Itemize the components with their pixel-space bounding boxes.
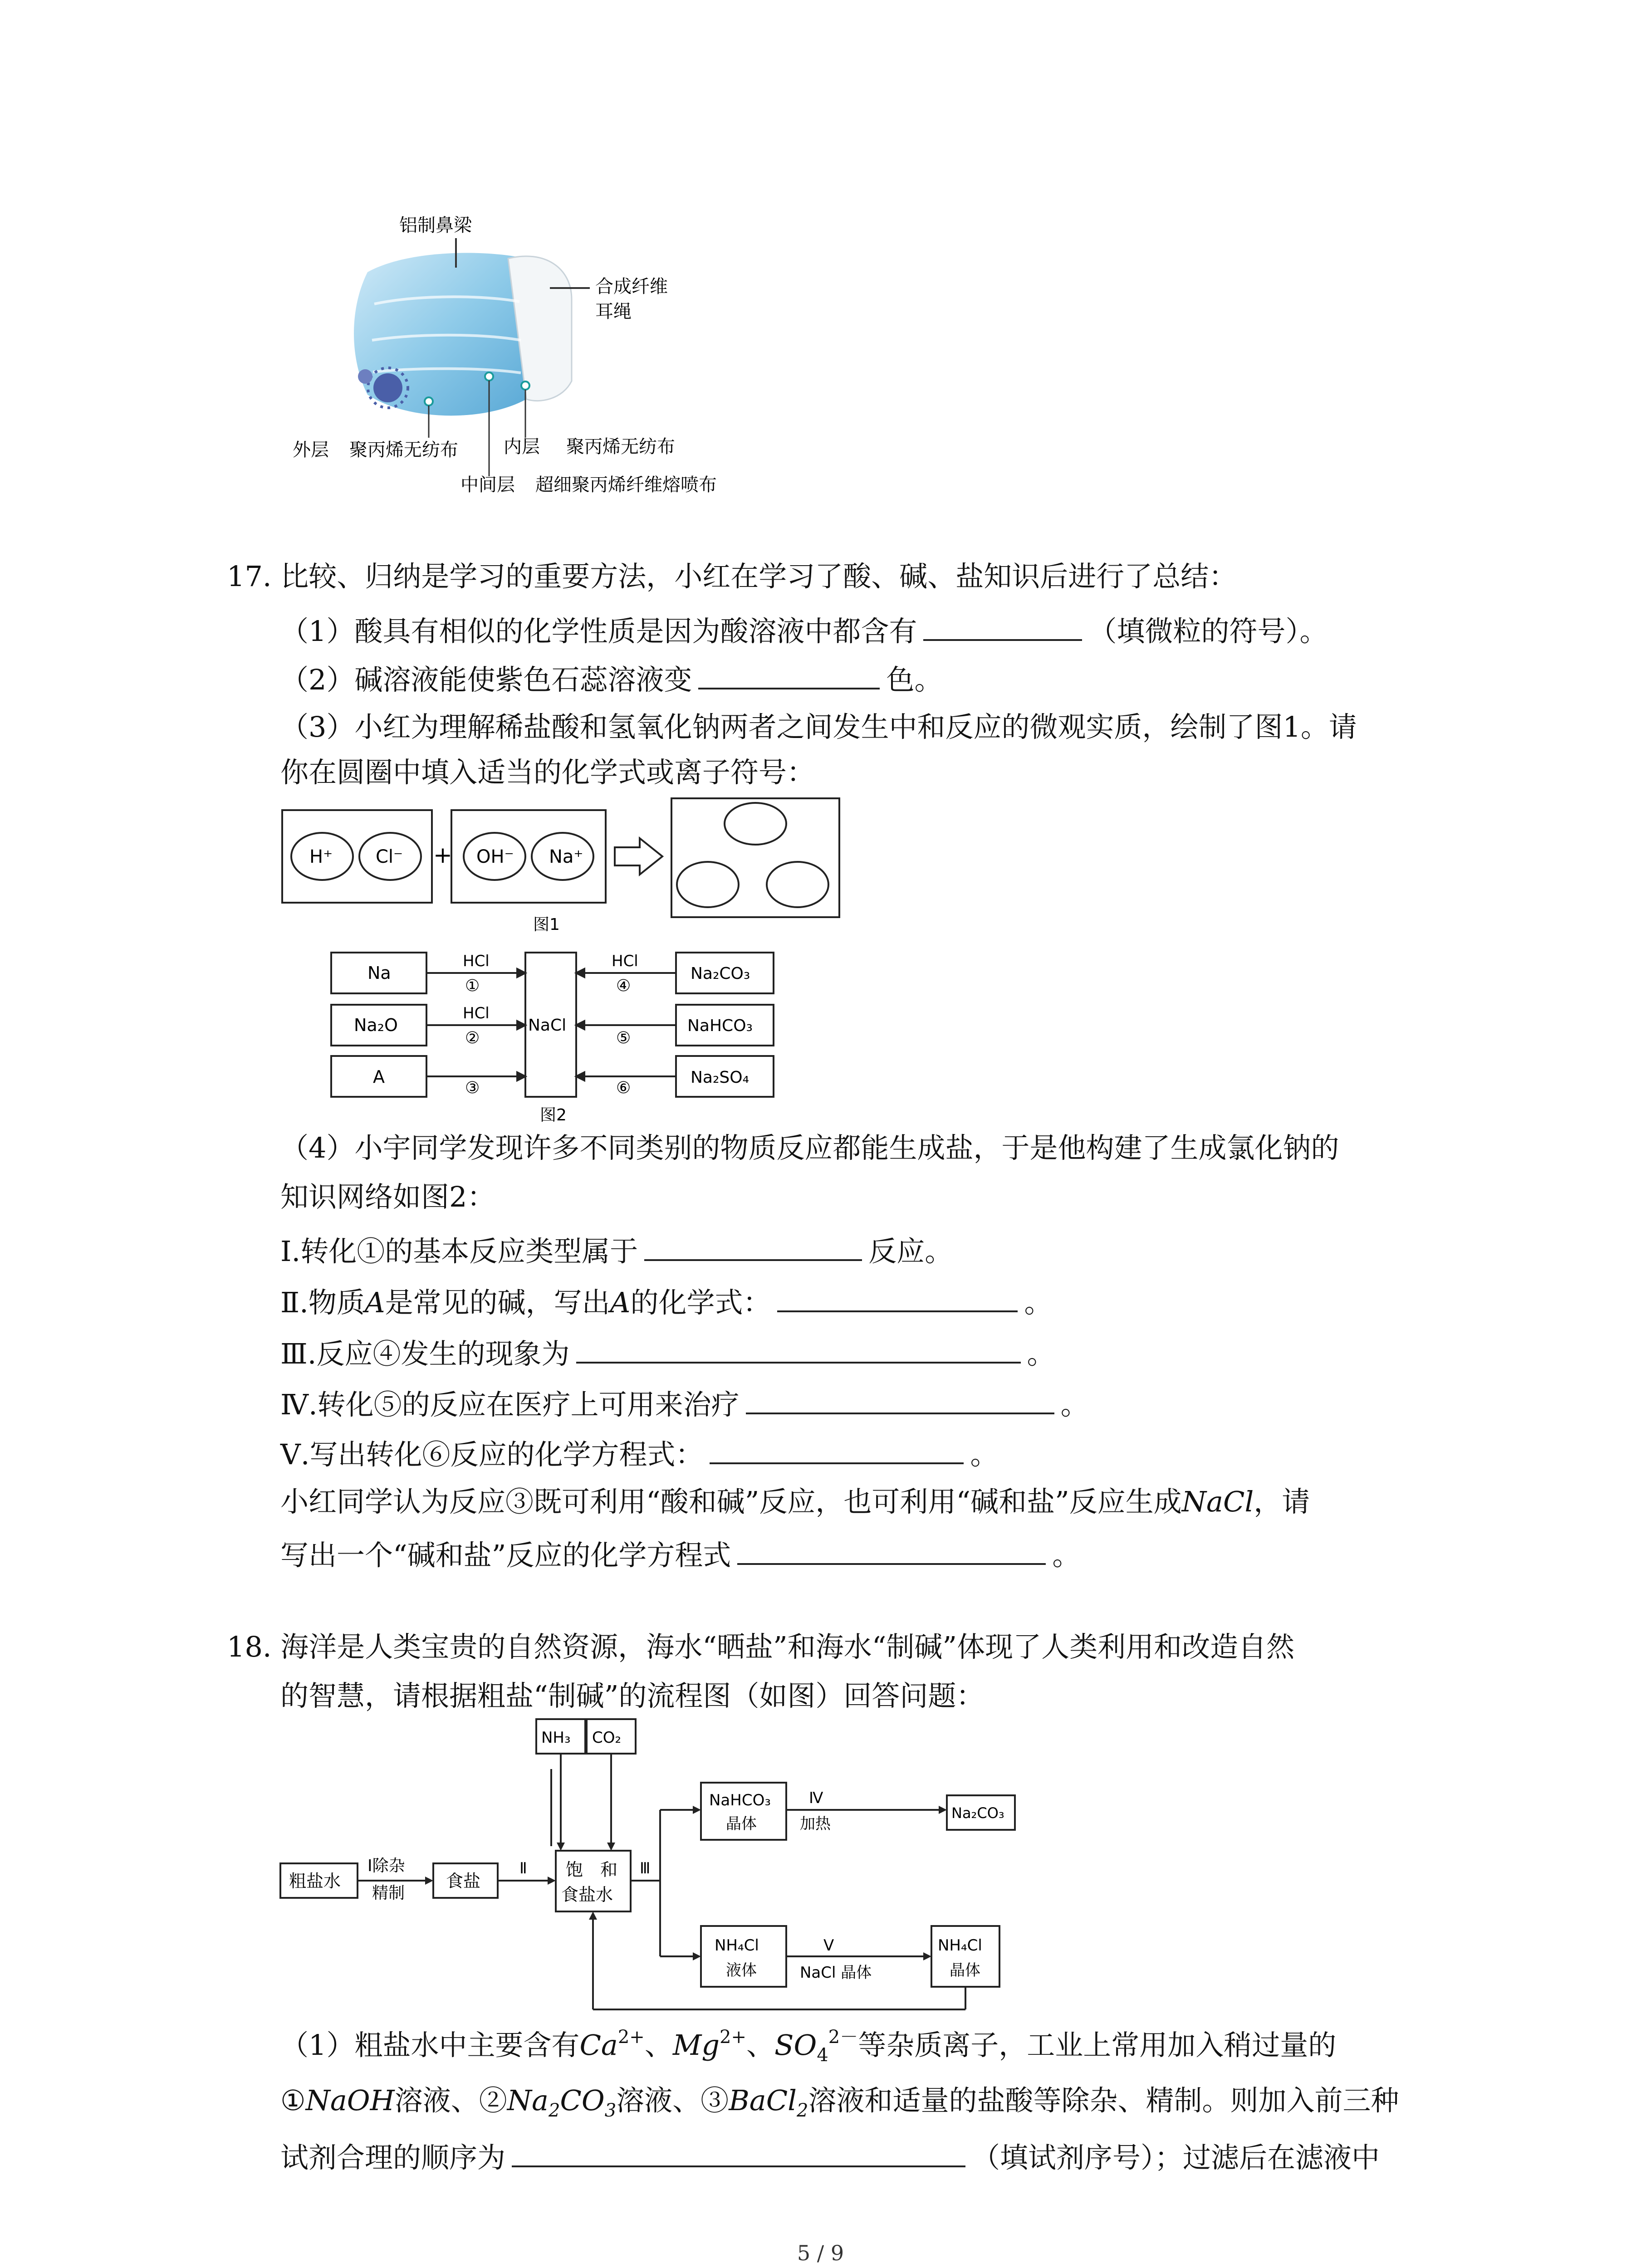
flow-step4: Ⅳ [809, 1789, 823, 1807]
figure-1 [277, 794, 848, 957]
q17-stem: 17. 比较、归纳是学习的重要方法，小红在学习了酸、碱、盐知识后进行了总结： [227, 560, 1237, 593]
ion-oh: OH⁻ [476, 846, 514, 867]
q18-part1-line1: （1）粗盐水中主要含有$Ca^{2+}$、$Mg^{2+}$、$SO_4^{2-}$等杂质离子，工业上常用加入稍过量的 [280, 2027, 1337, 2066]
answer-blank-v[interactable] [710, 1438, 964, 1464]
num-2: ② [465, 1029, 480, 1047]
hcl-4: HCl [612, 952, 638, 970]
q18-line2: 的智慧，请根据粗盐“制碱”的流程图（如图）回答问题： [280, 1679, 985, 1712]
flow-nh4cl-2: 液体 [726, 1961, 757, 1980]
hcl-1: HCl [463, 952, 490, 970]
label-ear2: 耳绳 [595, 301, 632, 322]
q17-sub-v: Ⅴ.写出转化⑥反应的化学方程式： 。 [280, 1438, 999, 1471]
empty-circle-2[interactable] [677, 862, 739, 907]
answer-blank-last[interactable] [737, 1539, 1046, 1565]
q18-part1-line3: 试剂合理的顺序为 （填试剂序号）；过滤后在滤液中 [280, 2141, 1380, 2174]
flow-step2: Ⅱ [519, 1859, 527, 1877]
ion-h: H⁺ [309, 846, 333, 867]
q17-sub-i: Ⅰ.转化①的基本反应类型属于 反应。 [280, 1235, 953, 1268]
q17-part2: （2）碱溶液能使紫色石蕊溶液变 色。 [280, 663, 943, 696]
q18-line1: 18. 海洋是人类宝贵的自然资源，海水“晒盐”和海水“制碱”体现了人类利用和改造自然 [227, 1630, 1295, 1663]
q17-last-line2: 写出一个“碱和盐”反应的化学方程式 。 [280, 1539, 1081, 1572]
flow-na2co3: Na₂CO₃ [951, 1804, 1004, 1822]
flow-sat1: 饱 和 [566, 1860, 618, 1880]
answer-blank-iii[interactable] [576, 1337, 1021, 1364]
q17-part4-line2: 知识网络如图2： [280, 1180, 495, 1213]
flow-sat2: 食盐水 [561, 1885, 613, 1905]
q17-last-line1: 小红同学认为反应③既可利用“酸和碱”反应，也可利用“碱和盐”反应生成NaCl，请 [280, 1485, 1310, 1518]
flow-nh3: NH₃ [541, 1729, 571, 1747]
flow-step5: Ⅴ [823, 1936, 834, 1955]
ion-na: Na⁺ [549, 846, 583, 867]
flow-salt: 食盐 [446, 1871, 481, 1891]
label-mid-mat: 超细聚丙烯纤维熔喷布 [535, 474, 717, 495]
label-inner: 内层 [504, 436, 540, 457]
answer-blank-2[interactable] [698, 663, 880, 689]
answer-blank-i[interactable] [644, 1235, 862, 1261]
q17-part4-line1: （4）小宇同学发现许多不同类别的物质反应都能生成盐，于是他构建了生成氯化钠的 [280, 1131, 1339, 1164]
label-outer: 外层 [293, 440, 329, 460]
answer-blank-order[interactable] [512, 2141, 965, 2167]
ion-cl: Cl⁻ [376, 846, 403, 867]
flow-nh4cl-1: NH₄Cl [715, 1936, 759, 1955]
flow-co2: CO₂ [592, 1729, 622, 1747]
flow-heat: 加热 [800, 1815, 831, 1833]
left-na2o: Na₂O [354, 1015, 398, 1035]
num-1: ① [465, 977, 480, 995]
left-a: A [373, 1067, 385, 1087]
flow-step1b: 精制 [372, 1884, 405, 1902]
flow-nh4cl2-1: NH₄Cl [938, 1936, 982, 1955]
right-nahco3: NaHCO₃ [687, 1017, 753, 1035]
fig1-caption: 图1 [533, 915, 560, 934]
q17-sub-iv: Ⅳ.转化⑤的反应在医疗上可用来治疗 。 [280, 1388, 1089, 1421]
flow-nh4cl2-2: 晶体 [950, 1961, 980, 1980]
left-na: Na [367, 963, 391, 983]
empty-circle-3[interactable] [767, 862, 828, 907]
answer-blank-iv[interactable] [746, 1388, 1054, 1414]
q17-part3-line1: （3）小红为理解稀盐酸和氢氧化钠两者之间发生中和反应的微观实质，绘制了图1。请 [280, 710, 1357, 743]
label-inner-mat: 聚丙烯无纺布 [566, 436, 675, 457]
q17-part3-line2: 你在圆圈中填入适当的化学式或离子符号： [280, 756, 815, 789]
page-number: 5 / 9 [797, 2241, 844, 2265]
flow-step3: Ⅲ [640, 1859, 651, 1877]
q17-sub-iii: Ⅲ.反应④发生的现象为 。 [280, 1337, 1055, 1370]
hcl-2: HCl [463, 1004, 490, 1022]
label-mid: 中间层 [460, 474, 515, 495]
label-outer-mat: 聚丙烯无纺布 [349, 440, 458, 460]
flow-crude: 粗盐水 [289, 1871, 341, 1891]
num-4: ④ [616, 977, 631, 995]
label-nose: 铝制鼻梁 [399, 215, 472, 236]
q17-part1: （1）酸具有相似的化学性质是因为酸溶液中都含有 （填微粒的符号）。 [280, 615, 1328, 648]
arrow-icon [615, 838, 662, 875]
center-nacl: NaCl [528, 1016, 567, 1035]
empty-circle-1[interactable] [725, 803, 786, 845]
flow-step1a: Ⅰ除杂 [367, 1857, 405, 1875]
flow-nacl-cry: NaCl 晶体 [800, 1964, 872, 1982]
answer-blank-1[interactable] [923, 615, 1082, 641]
q17-sub-ii: Ⅱ.物质A是常见的碱，写出A的化学式： 。 [280, 1286, 1053, 1319]
right-na2so4: Na₂SO₄ [691, 1068, 749, 1087]
num-3: ③ [465, 1079, 480, 1097]
mask-figure [272, 209, 780, 503]
label-ear: 合成纤维 [595, 276, 668, 297]
flow-nahco3-2: 晶体 [726, 1815, 757, 1833]
flow-nahco3-1: NaHCO₃ [709, 1791, 771, 1809]
fig2-caption: 图2 [540, 1106, 567, 1124]
num-6: ⑥ [616, 1079, 631, 1097]
answer-blank-ii[interactable] [777, 1286, 1018, 1312]
plus-sign: + [433, 842, 452, 868]
q18-part1-line2: ①NaOH溶液、$②Na_2CO_3$溶液、③BaCl$_2$溶液和适量的盐酸等除杂、精制。则加入前三种 [280, 2084, 1399, 2121]
figure-2 [318, 948, 789, 1129]
num-5: ⑤ [616, 1029, 631, 1047]
soda-flowchart [279, 1715, 1032, 2019]
right-na2co3: Na₂CO₃ [691, 964, 750, 983]
